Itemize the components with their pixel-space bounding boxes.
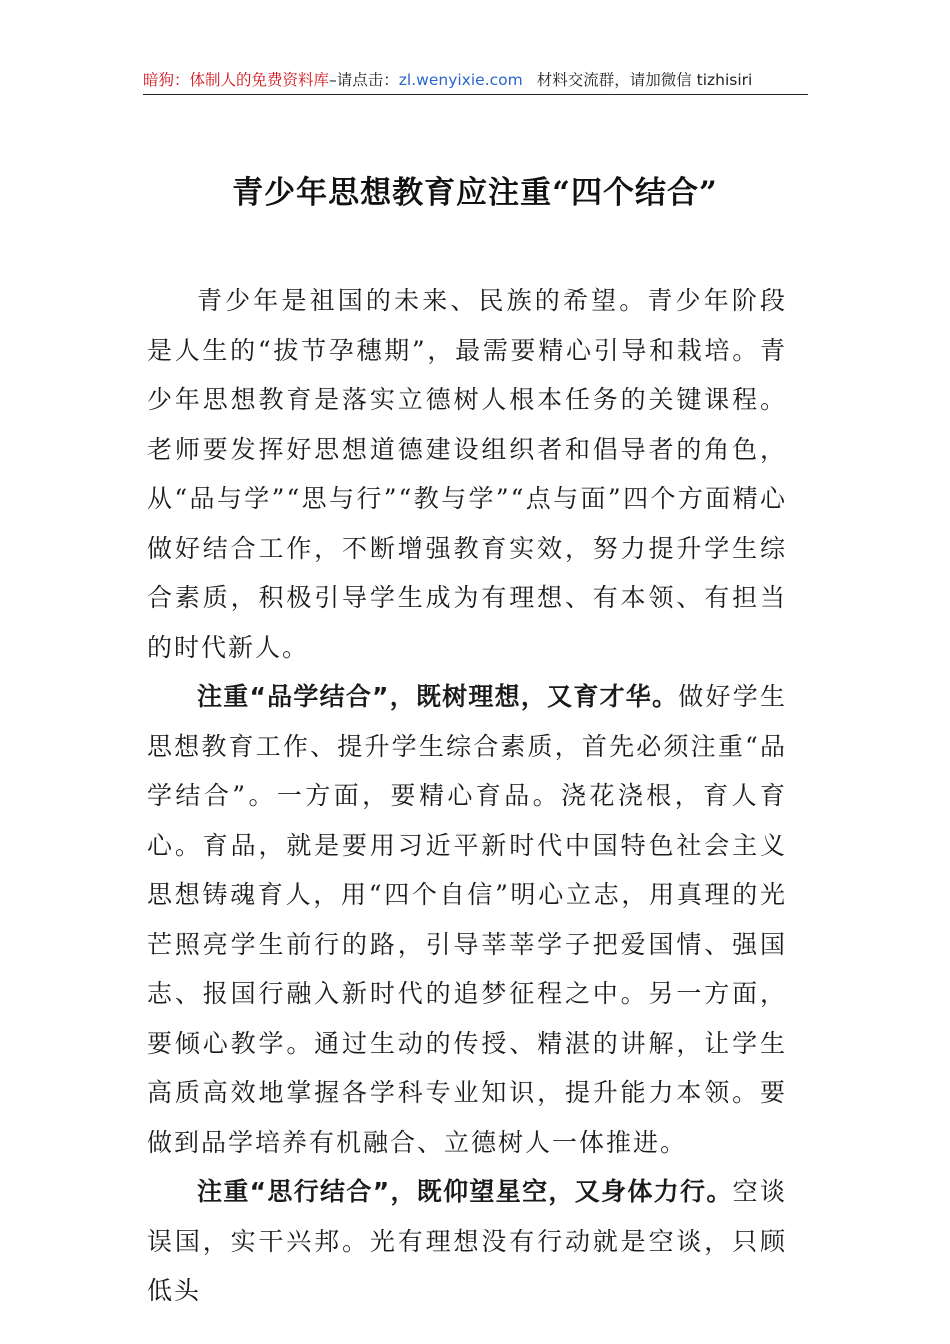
document-body: [147, 276, 787, 1316]
header-click-prefix: –请点击：: [329, 71, 399, 89]
paragraph-lead: 注重“思行结合”，既仰望星空，又身体力行。: [197, 1177, 733, 1206]
header-url-link[interactable]: zl.wenyixie.com: [398, 71, 523, 89]
paragraph-text: 做好学生思想教育工作、提升学生综合素质，首先必须注重“品学结合”。一方面，要精心育品。浇花浇根，育人育心。育品，就是要用习近平新时代中国特色社会主义思想铸魂育人，用“四个自信”明心立志，用真理的光芒照亮学生前行的路，引导莘莘学子把爱国情、强国志、报国行融入新时代的追梦征程之中。另一方面，要倾心教学。通过生动的传授、精湛的讲解，让学生高质高效地掌握各学科专业知识，提升能力本领。要做到品学培养有机融合、立德树人一体推进。: [147, 682, 787, 1157]
document-title: 青少年思想教育应注重“四个结合”: [232, 175, 718, 211]
paragraph-si-xing: [147, 1167, 787, 1316]
header-contact: 材料交流群，请加微信 tizhisiri: [536, 71, 753, 89]
paragraph-intro: [147, 276, 787, 672]
header-divider: [143, 94, 808, 95]
paragraph-lead: 注重“品学结合”，既树理想，又育才华。: [197, 682, 679, 711]
paragraph-pin-xue: [147, 672, 787, 1167]
page-header: [143, 66, 808, 94]
header-brand: 暗狗：体制人的免费资料库: [143, 71, 330, 89]
paragraph-text: 空谈误国，实干兴邦。光有理想没有行动就是空谈，只顾低头: [147, 1177, 787, 1305]
paragraph-text: 青少年是祖国的未来、民族的希望。青少年阶段是人生的“拔节孕穗期”，最需要精心引导和栽培。青少年思想教育是落实立德树人根本任务的关键课程。老师要发挥好思想道德建设组织者和倡导者的角色，从“品与学”“思与行”“教与学”“点与面”四个方面精心做好结合工作，不断增强教育实效，努力提升学生综合素质，积极引导学生成为有理想、有本领、有担当的时代新人。: [147, 286, 787, 662]
